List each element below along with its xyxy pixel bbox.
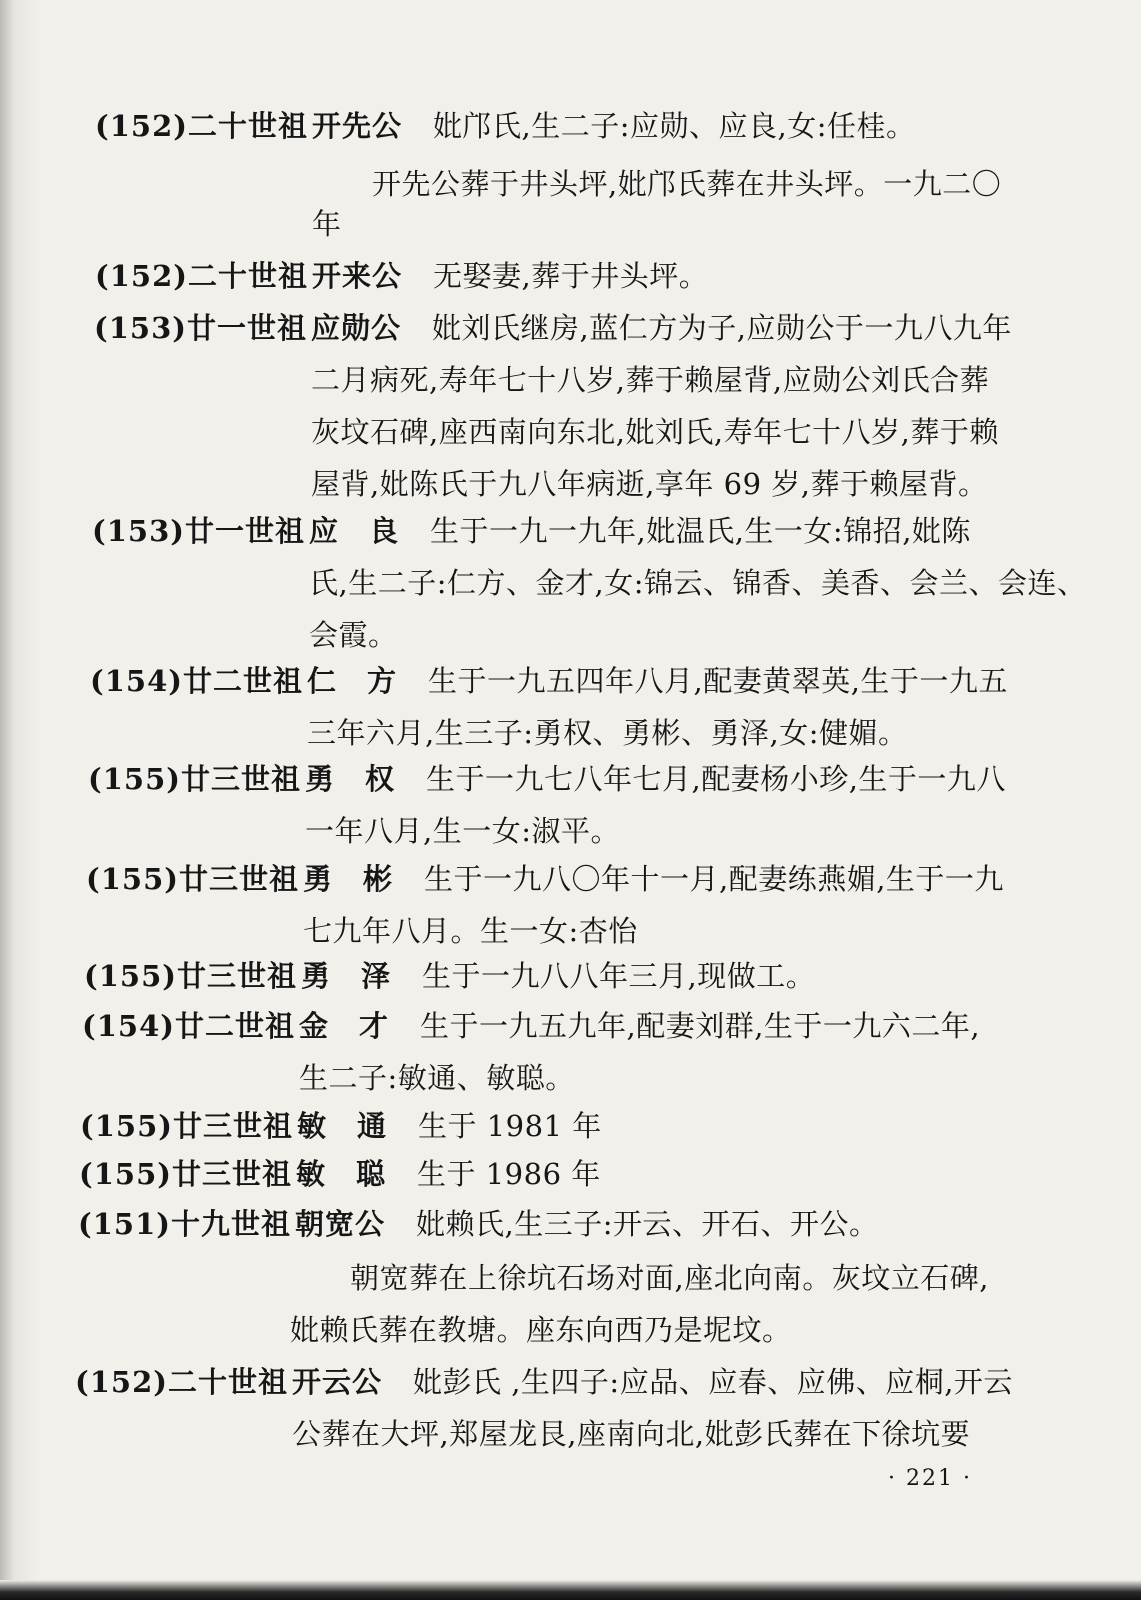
genealogy-entry (80, 1100, 602, 1152)
entry-text: 妣邝氏,生二子:应勋、应良,女:任桂。 (433, 109, 916, 143)
scan-bottom-edge (0, 1580, 1141, 1600)
genealogy-entry (95, 100, 915, 152)
generation-label: (154)廿二世祖 (82, 1009, 295, 1043)
entry-text: 无娶妻,葬于井头坪。 (433, 259, 709, 293)
genealogy-entry (86, 853, 1004, 957)
entry-text: 生于一九七八年七月,配妻杨小珍,生于一九八 (426, 762, 1006, 796)
ancestor-name: 敏 通 (297, 1109, 388, 1143)
entry-continuation: 氏,生二子:仁方、金才,女:锦云、锦香、美香、会兰、会连、 (309, 566, 1087, 600)
generation-label: (151)十九世祖 (78, 1207, 291, 1241)
entry-continuation: 一年八月,生一女:淑平。 (305, 814, 620, 848)
genealogy-entry (88, 753, 1006, 857)
generation-label: (155)廿三世祖 (88, 762, 301, 796)
genealogy-entry (84, 950, 815, 1002)
page-number: · 221 · (888, 1466, 972, 1491)
genealogy-entry (82, 1000, 980, 1104)
genealogy-entry (75, 1356, 1013, 1460)
generation-label: (155)廿三世祖 (80, 1109, 293, 1143)
entry-text: 生于一九一九年,妣温氏,生一女:锦招,妣陈 (430, 514, 971, 548)
generation-label: (152)二十世祖 (95, 109, 308, 143)
genealogy-entry (78, 1198, 879, 1250)
entry-text: 妣彭氏 ,生四子:应品、应春、应佛、应桐,开云 (413, 1365, 1013, 1399)
ancestor-name: 应 良 (309, 514, 400, 548)
genealogy-entry (90, 655, 1008, 759)
generation-label: (152)二十世祖 (95, 259, 308, 293)
generation-label: (155)廿三世祖 (86, 862, 299, 896)
genealogy-entry (94, 302, 1012, 510)
ancestor-name: 金 才 (299, 1009, 390, 1043)
entry-text: 妣刘氏继房,蓝仁方为子,应勋公于一九八九年 (432, 311, 1012, 345)
ancestor-name: 朝宽公 (295, 1207, 386, 1241)
ancestor-name: 仁 方 (307, 664, 398, 698)
generation-label: (154)廿二世祖 (90, 664, 303, 698)
genealogy-entry (92, 505, 1086, 661)
entry-text: 生于一九五九年,配妻刘群,生于一九六二年, (420, 1009, 981, 1043)
generation-label: (153)廿一世祖 (92, 514, 305, 548)
entry-text: 生于一九八八年三月,现做工。 (422, 959, 816, 993)
ancestor-name: 勇 权 (305, 762, 396, 796)
entry-continuation: 会霞。 (309, 618, 398, 652)
note-line: 年 (312, 207, 342, 241)
note-line: 妣赖氏葬在教塘。座东向西乃是坭坟。 (290, 1313, 792, 1347)
entry-text: 生于一九八〇年十一月,配妻练燕媚,生于一九 (424, 862, 1004, 896)
ancestor-name: 敏 聪 (296, 1157, 387, 1191)
ancestor-name: 开云公 (292, 1365, 383, 1399)
entry-text: 生于一九五四年八月,配妻黄翠英,生于一九五 (428, 664, 1008, 698)
entry-continuation: 二月病死,寿年七十八岁,葬于赖屋背,应勋公刘氏合葬 (311, 363, 990, 397)
entry-continuation: 生二子:敏通、敏聪。 (299, 1061, 575, 1095)
entry-continuation: 屋背,妣陈氏于九八年病逝,享年 69 岁,葬于赖屋背。 (311, 467, 988, 501)
generation-label: (155)廿三世祖 (79, 1157, 292, 1191)
ancestor-name: 开来公 (312, 259, 403, 293)
entry-text: 妣赖氏,生三子:开云、开石、开公。 (416, 1207, 879, 1241)
generation-label: (155)廿三世祖 (84, 959, 297, 993)
entry-continuation: 七九年八月。生一女:杏怡 (303, 914, 638, 948)
entry-text: 生于 1981 年 (418, 1109, 602, 1143)
ancestor-name: 应勋公 (311, 311, 402, 345)
generation-label: (153)廿一世祖 (94, 311, 307, 345)
ancestor-name: 开先公 (312, 109, 403, 143)
note-line: 开先公葬于井头坪,妣邝氏葬在井头坪。一九二〇 (372, 167, 1002, 201)
genealogy-entry (95, 250, 708, 302)
generation-label: (152)二十世祖 (75, 1365, 288, 1399)
note-line: 朝宽葬在上徐坑石场对面,座北向南。灰坟立石碑, (350, 1261, 989, 1295)
entry-continuation: 公葬在大坪,郑屋龙艮,座南向北,妣彭氏葬在下徐坑要 (292, 1417, 971, 1451)
entry-continuation: 灰坟石碑,座西南向东北,妣刘氏,寿年七十八岁,葬于赖 (311, 415, 999, 449)
ancestor-name: 勇 泽 (301, 959, 392, 993)
entry-text: 生于 1986 年 (417, 1157, 601, 1191)
entry-continuation: 三年六月,生三子:勇权、勇彬、勇泽,女:健媚。 (307, 716, 908, 750)
genealogy-entry (79, 1148, 601, 1200)
ancestor-name: 勇 彬 (303, 862, 394, 896)
